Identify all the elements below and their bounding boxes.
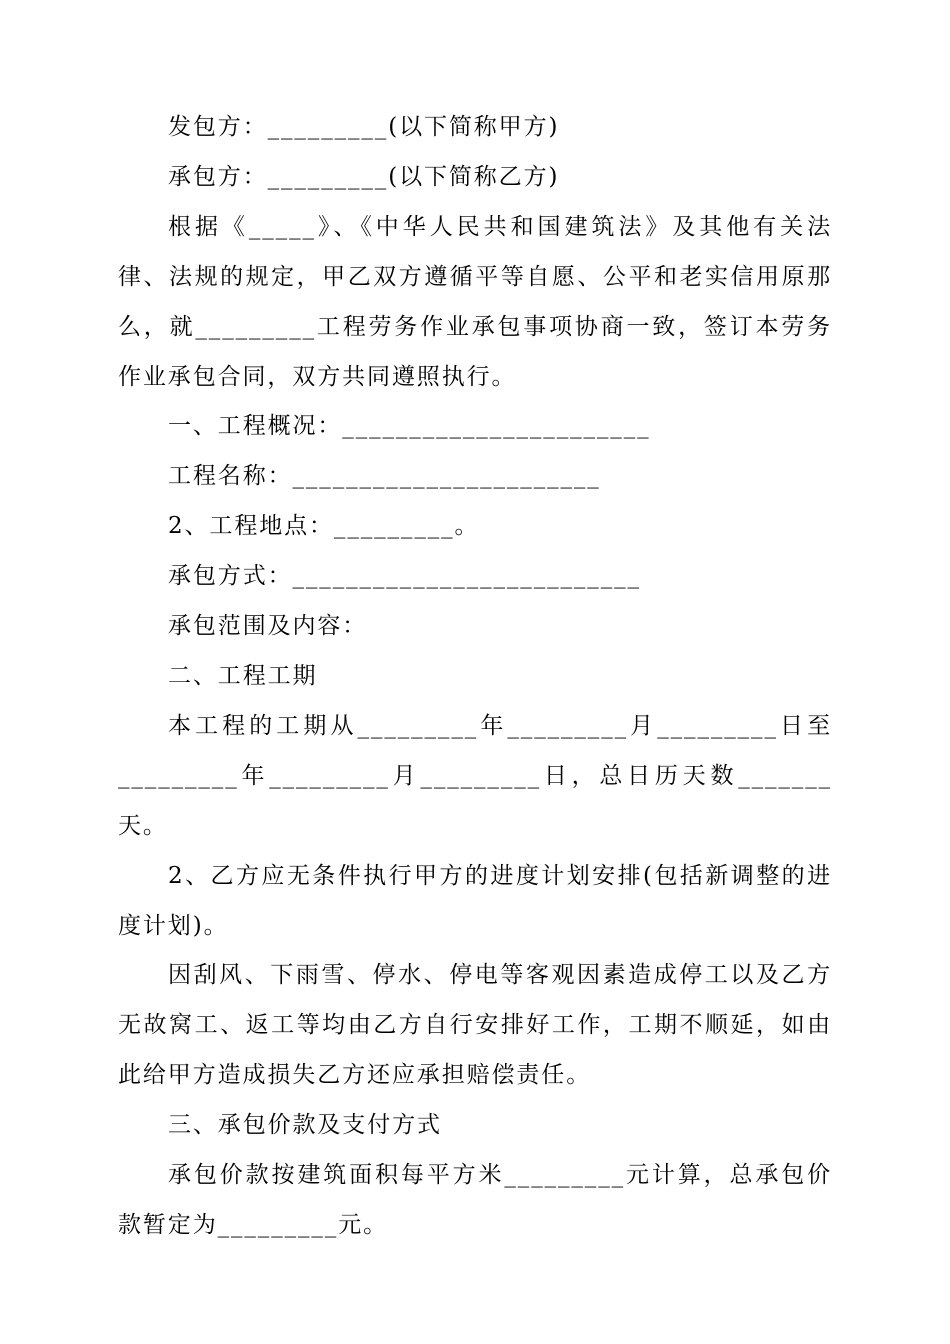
employer-line: 发包方：_________(以下简称甲方)	[168, 114, 560, 140]
contract-scope-line: 承包范围及内容：	[168, 613, 368, 640]
schedule-compliance-paragraph: 2、乙方应无条件执行甲方的进度计划安排(包括新调整的进度计划)。	[118, 862, 832, 939]
project-location-line: 2、工程地点：_________。	[168, 513, 480, 540]
contractor-line: 承包方：_________(以下简称乙方)	[168, 163, 560, 190]
section-heading-schedule: 二、工程工期	[168, 662, 318, 689]
contract-body	[118, 103, 832, 1251]
price-paragraph: 承包价款按建筑面积每平方米_________元计算，总承包价款暂定为_________元。	[118, 1162, 832, 1238]
section-heading-project-overview: 一、工程概况：_______________________	[168, 413, 651, 440]
project-name-line: 工程名称：_______________________	[168, 463, 601, 490]
contract-method-line: 承包方式：__________________________	[168, 563, 641, 590]
schedule-period-paragraph: 本工程的工期从_________年_________月_________日至_________年_________月_________日，总日历天数_______天。	[118, 712, 832, 839]
section-heading-price-payment: 三、承包价款及支付方式	[168, 1112, 442, 1139]
preamble-paragraph: 根据《_____》、《中华人民共和国建筑法》及其他有关法律、法规的规定，甲乙双方遵循平等自愿、公平和老实信用原那么，就_________工程劳务作业承包事项协商一致，签订本劳务作业承包合同，双方共同遵照执行。	[118, 213, 832, 390]
delay-liability-paragraph: 因刮风、下雨雪、停水、停电等客观因素造成停工以及乙方无故窝工、返工等均由乙方自行安排好工作，工期不顺延，如由此给甲方造成损失乙方还应承担赔偿责任。	[118, 962, 832, 1089]
